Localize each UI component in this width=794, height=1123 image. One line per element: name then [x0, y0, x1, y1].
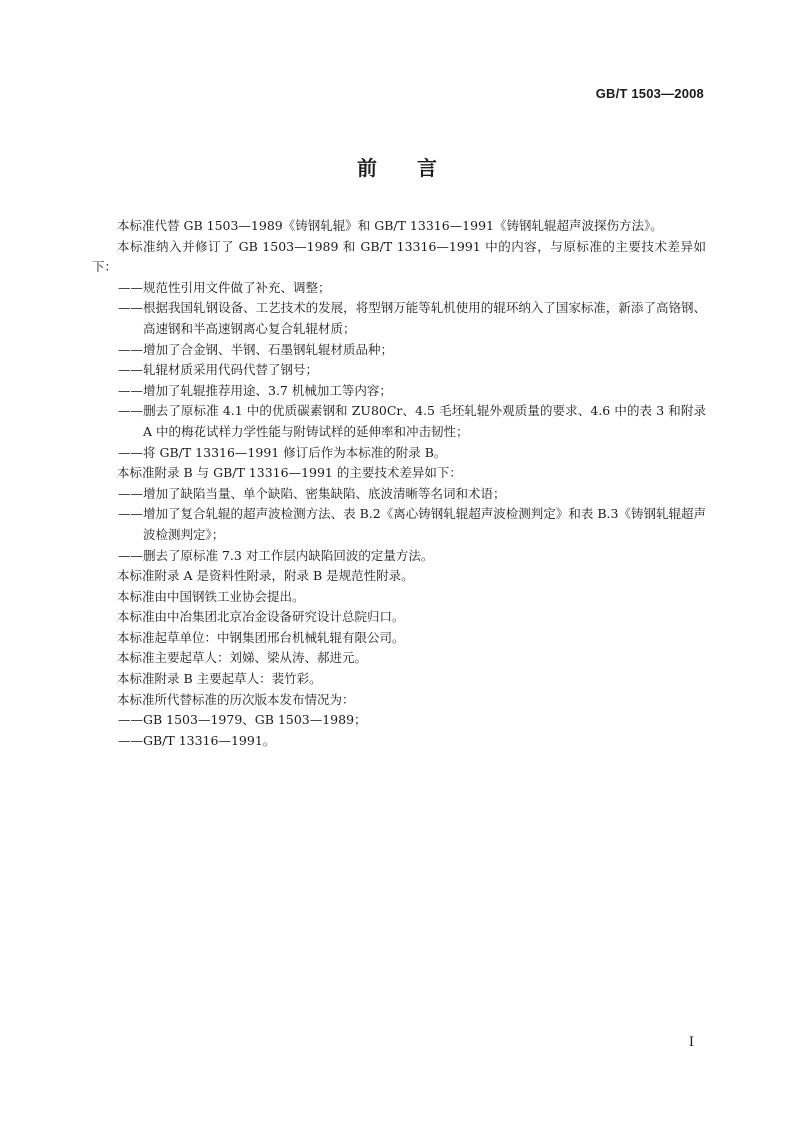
paragraph-proposer: 本标准由中国钢铁工业协会提出。 — [117, 588, 305, 604]
paragraph-administrator: 本标准由中冶集团北京冶金设备研究设计总院归口。 — [117, 609, 405, 625]
list-item: ——增加了复合轧辊的超声波检测方法、表 B.2《离心铸钢轧辊超声波检测判定》和表 B.3《铸钢轧辊超声波检测判定》； — [118, 506, 706, 542]
list-item: ——规范性引用文件做了补充、调整； — [118, 279, 331, 295]
list-item: ——增加了轧辊推荐用途、3.7 机械加工等内容； — [118, 382, 392, 398]
list-item: ——删去了原标准 4.1 中的优质碳素钢和 ZU80Cr、4.5 毛坯轧辊外观质量的要求、4.6 中的表 3 和附录 A 中的梅花试样力学性能与附铸试样的延伸率和冲击韧性； — [118, 403, 706, 439]
paragraph-appendix-b-differences: 本标准附录 B 与 GB/T 13316—1991 的主要技术差异如下： — [117, 465, 462, 481]
page-number: I — [688, 1035, 694, 1050]
list-item: ——删去了原标准 7.3 对工作层内缺陷回波的定量方法。 — [118, 547, 434, 563]
list-item: ——增加了缺陷当量、单个缺陷、密集缺陷、底波清晰等名词和术语； — [118, 485, 506, 501]
header-standard-code: GB/T 1503—2008 — [595, 86, 704, 101]
foreword-body — [92, 216, 706, 751]
list-item: ——GB/T 13316—1991。 — [118, 732, 276, 748]
page-title: 前言 — [357, 156, 477, 180]
paragraph-appendix-b-drafter: 本标准附录 B 主要起草人：裴竹彩。 — [117, 671, 322, 687]
paragraph-drafting-unit: 本标准起草单位：中钢集团邢台机械轧辊有限公司。 — [117, 629, 405, 645]
list-item: ——增加了合金钢、半钢、石墨钢轧辊材质品种； — [118, 341, 394, 357]
list-item: ——将 GB/T 13316—1991 修订后作为本标准的附录 B。 — [118, 444, 447, 460]
paragraph-main-drafters: 本标准主要起草人：刘娣、梁从涛、郝进元。 — [117, 650, 368, 666]
paragraph-appendix-types: 本标准附录 A 是资料性附录，附录 B 是规范性附录。 — [117, 568, 414, 584]
paragraph-revision-intro: 本标准纳入并修订了 GB 1503—1989 和 GB/T 13316—1991 中的内容，与原标准的主要技术差异如下： — [92, 238, 706, 275]
paragraph-replaces: 本标准代替 GB 1503—1989《铸钢轧辊》和 GB/T 13316—1991《铸钢轧辊超声波探伤方法》。 — [117, 218, 663, 233]
list-item: ——轧辊材质采用代码代替了钢号； — [118, 362, 319, 378]
list-item: ——根据我国轧钢设备、工艺技术的发展，将型钢万能等轧机使用的辊环纳入了国家标准，新添了高铬钢、高速钢和半高速钢离心复合轧辊材质； — [118, 300, 706, 336]
paragraph-previous-editions: 本标准所代替标准的历次版本发布情况为： — [117, 691, 355, 707]
list-item: ——GB 1503—1979、GB 1503—1989； — [118, 712, 367, 728]
